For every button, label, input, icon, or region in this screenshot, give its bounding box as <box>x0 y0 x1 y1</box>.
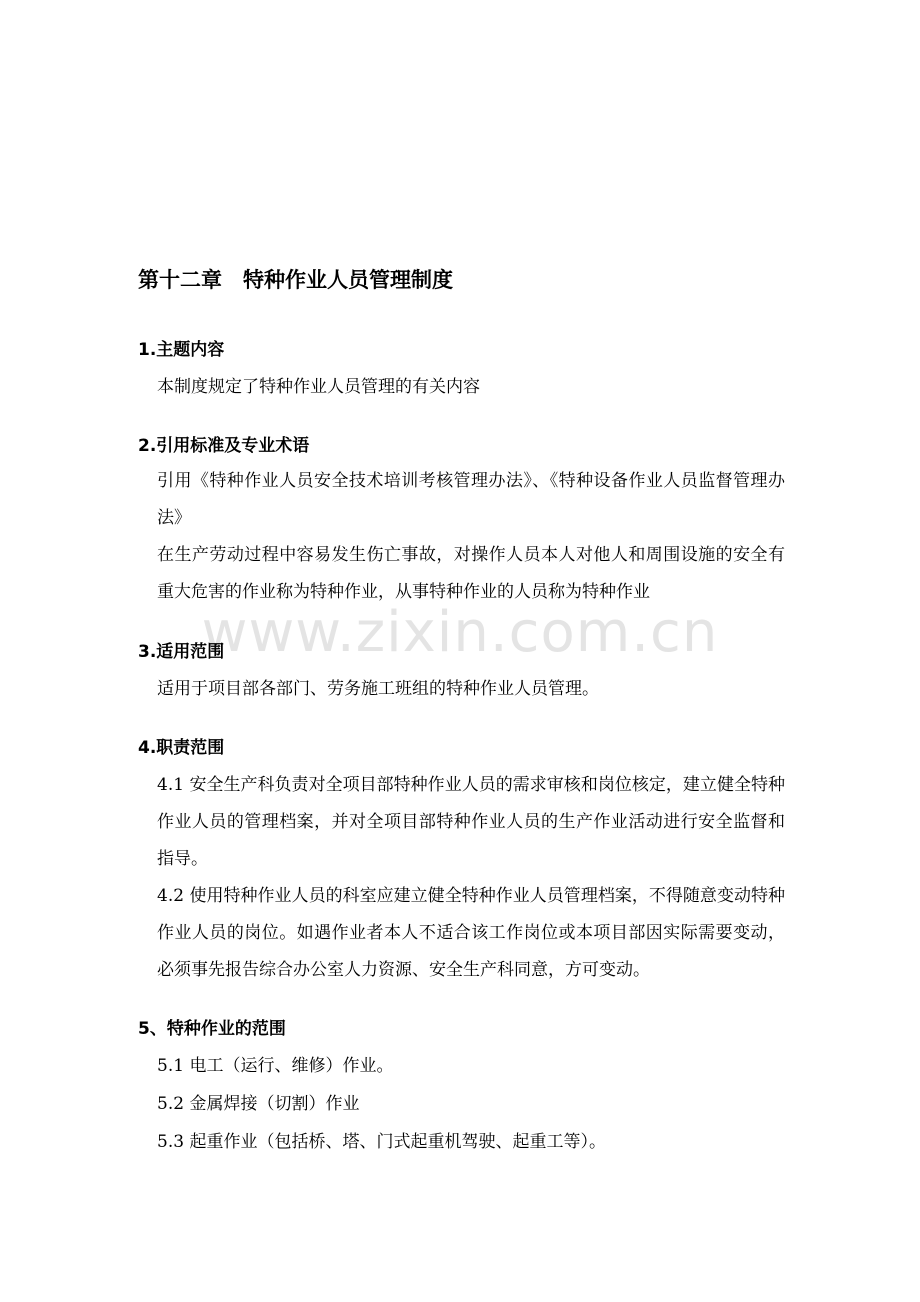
section-4-paragraph-1: 4.1 安全生产科负责对全项目部特种作业人员的需求审核和岗位核定，建立健全特种作业人员的管理档案，并对全项目部特种作业人员的生产作业活动进行安全监督和指导。 <box>157 775 785 869</box>
section-4-paragraph-2: 4.2 使用特种作业人员的科室应建立健全特种作业人员管理档案，不得随意变动特种作业人员的岗位。如遇作业者本人不适合该工作岗位或本项目部因实际需要变动，必须事先报告综合办公室人力资源、安全生产科同意，方可变动。 <box>157 886 785 980</box>
section-2-paragraph-1: 引用《特种作业人员安全技术培训考核管理办法》、《特种设备作业人员监督管理办法》 <box>157 471 785 528</box>
section-5-paragraph-3: 5.3 起重作业（包括桥、塔、门式起重机驾驶、起重工等）。 <box>157 1132 606 1152</box>
watermark: www.zixin.com.cn <box>201 600 719 665</box>
section-heading-3: 3.适用范围 <box>138 642 225 662</box>
chapter-title: 第十二章 特种作业人员管理制度 <box>138 268 453 292</box>
section-5-paragraph-2: 5.2 金属焊接（切割）作业 <box>157 1094 360 1114</box>
section-1-paragraph-1: 本制度规定了特种作业人员管理的有关内容 <box>157 377 480 397</box>
section-heading-1: 1.主题内容 <box>138 340 225 360</box>
section-heading-2: 2.引用标准及专业术语 <box>138 436 310 456</box>
section-2-paragraph-2: 在生产劳动过程中容易发生伤亡事故，对操作人员本人对他人和周围设施的安全有重大危害的作业称为特种作业，从事特种作业的人员称为特种作业 <box>157 545 785 602</box>
section-heading-5: 5、特种作业的范围 <box>138 1019 286 1039</box>
section-5-paragraph-1: 5.1 电工（运行、维修）作业。 <box>157 1056 394 1076</box>
section-3-paragraph-1: 适用于项目部各部门、劳务施工班组的特种作业人员管理。 <box>157 679 599 699</box>
section-heading-4: 4.职责范围 <box>138 738 225 758</box>
